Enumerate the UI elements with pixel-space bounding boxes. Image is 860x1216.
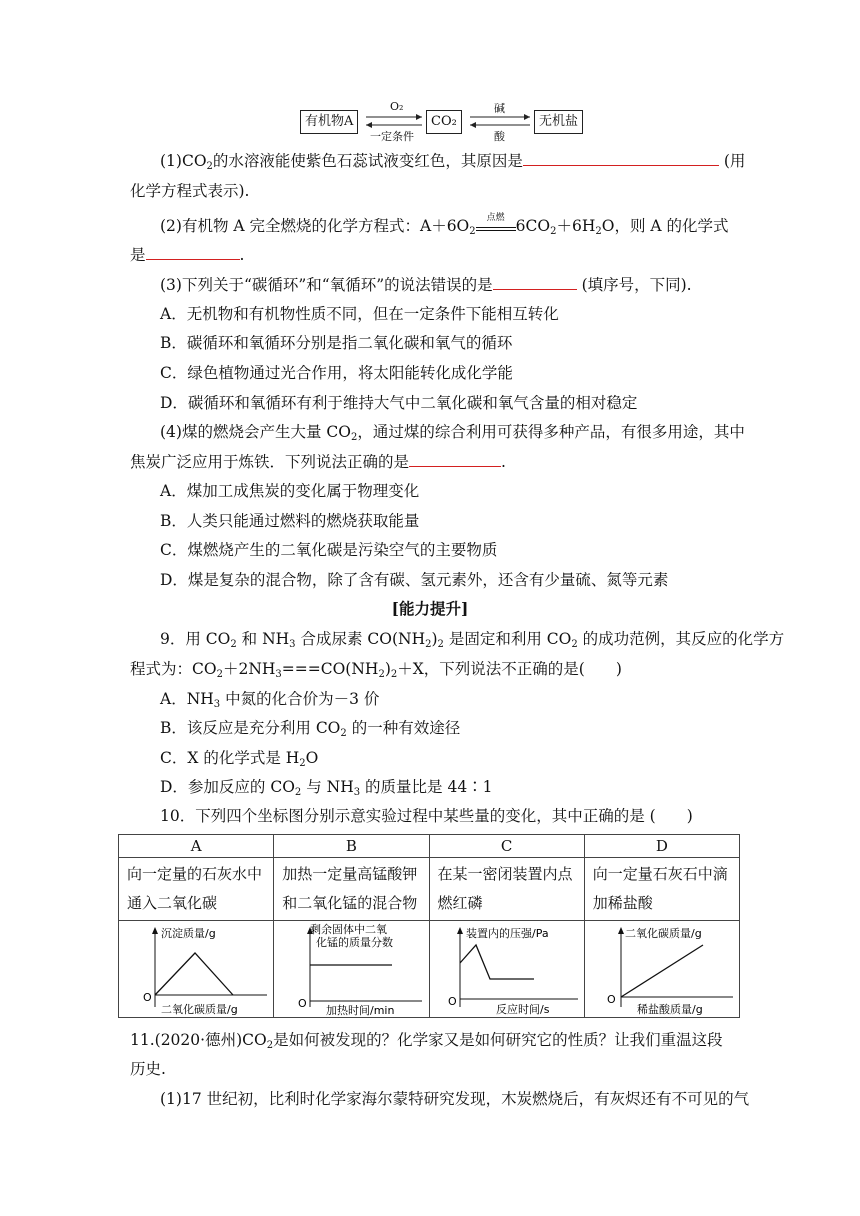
- table-desc-a: 向一定量的石灰水中 通入二氧化碳: [119, 858, 274, 921]
- origin-label: O: [143, 991, 152, 1004]
- q10-stem: 10．下列四个坐标图分别示意实验过程中某些量的变化，其中正确的是 ( ): [160, 807, 693, 825]
- graph-d-cell: [584, 921, 739, 1018]
- graph-c: [430, 921, 584, 1017]
- q11-line1: 11.(2020·德州)$CO_2$是如何被发现的？化学家又是如何研究它的性质？让我们重温这段: [130, 1031, 723, 1051]
- table-header-a: A: [119, 835, 274, 858]
- y-axis-arrow: [618, 927, 624, 934]
- y-axis-arrow: [457, 927, 463, 934]
- q9-option-c: C．X 的化学式是 $H_2O$: [160, 749, 319, 769]
- q11-line3: (1)17 世纪初，比利时化学家海尔蒙特研究发现，木炭燃烧后，有灰烬还有不可见的气: [160, 1090, 750, 1108]
- arrow-label-acid: 酸: [494, 130, 505, 143]
- q8-part3-option: A．无机物和有机物性质不同，但在一定条件下能相互转化: [160, 305, 559, 323]
- section-title: [能力提升]: [391, 599, 469, 618]
- q8-part1-line2: 化学方程式表示).: [130, 182, 250, 200]
- answer-blank[interactable]: [146, 245, 240, 260]
- table-header-c: C: [429, 835, 584, 858]
- origin-label: O: [447, 995, 457, 1008]
- table-header-b: B: [274, 835, 429, 858]
- origin-label: O: [298, 997, 307, 1010]
- y-axis-label: 沉淀质量/g: [161, 927, 216, 940]
- q9-option-d: D．参加反应的 $CO_2$ 与 $NH_3$ 的质量比是 44∶1: [160, 778, 493, 798]
- graph-b-cell: [274, 921, 429, 1018]
- q9-stem-line2: 程式为：$CO_2+2NH_3===CO(NH_2)_2+X$，下列说法不正确的是( ): [130, 660, 622, 680]
- q9-option-a: A．$NH_3$ 中氮的化合价为－3 价: [160, 690, 380, 710]
- organic-a-box: 有机物A: [300, 110, 358, 134]
- arrow-label-o2: O₂: [390, 100, 404, 113]
- curve: [621, 945, 703, 997]
- diagram-arrows: [298, 100, 598, 142]
- origin-label: O: [606, 993, 616, 1006]
- table-desc-c: 在某一密闭装置内点 燃红磷: [429, 858, 584, 921]
- y-axis-arrow: [152, 927, 158, 934]
- table-header-d: D: [584, 835, 739, 858]
- q8-part4-line1: (4)煤的燃烧会产生大量 $CO_2$，通过煤的综合利用可获得多种产品，有很多用途，其中: [160, 423, 745, 443]
- y-axis-label: 装置内的压强/Pa: [465, 927, 549, 940]
- q8-part3-option: C．绿色植物通过光合作用，将太阳能转化成化学能: [160, 364, 513, 382]
- q8-part4-option: A．煤加工成焦炭的变化属于物理变化: [160, 482, 420, 500]
- graph-b: [274, 921, 428, 1017]
- answer-blank[interactable]: [493, 275, 577, 290]
- q8-part3-option: B．碳循环和氧循环分别是指二氧化碳和氧气的循环: [160, 334, 513, 352]
- q10-options-table: [118, 834, 740, 1018]
- graph-d: [585, 921, 739, 1017]
- y-axis-label: 二氧化碳质量/g: [624, 927, 702, 940]
- q8-part3-stem: (3)下列关于“碳循环”和“氧循环”的说法错误的是 (填序号，下同).: [160, 276, 692, 294]
- y-axis-label-line2: 化锰的质量分数: [316, 936, 394, 949]
- co2-box: CO₂: [426, 110, 462, 134]
- q9-option-b: B．该反应是充分利用 $CO_2$ 的一种有效途径: [160, 719, 461, 739]
- carbon-cycle-diagram: [298, 100, 598, 142]
- graph-a-cell: [119, 921, 274, 1018]
- inorganic-salt-box: 无机盐: [534, 110, 583, 134]
- graph-c-cell: [429, 921, 584, 1018]
- graph-a: [119, 921, 273, 1017]
- answer-blank[interactable]: [523, 151, 719, 166]
- q8-part2-line2: 是 .: [130, 246, 245, 264]
- x-axis-label: 加热时间/min: [326, 1004, 395, 1017]
- answer-blank[interactable]: [409, 452, 501, 467]
- q8-part4-option: B．人类只能通过燃料的燃烧获取能量: [160, 512, 420, 530]
- y-axis-label-line1: 剩余固体中二氧: [310, 923, 388, 936]
- q9-stem-line1: 9．用 $CO_2$ 和 $NH_3$ 合成尿素 $CO(NH_2)_2$ 是固定和利用 $CO_2$ 的成功范例，其反应的化学方: [160, 630, 785, 650]
- arrow-label-base: 碱: [494, 102, 505, 115]
- x-axis-label: 反应时间/s: [495, 1003, 549, 1016]
- curve: [155, 953, 233, 995]
- q8-part3-option: D．碳循环和氧循环有利于维持大气中二氧化碳和氧气含量的相对稳定: [160, 394, 638, 412]
- q8-part2-line1: (2)有机物 A 完全燃烧的化学方程式：$A+6O_2$ 点燃 $6CO_2+6H_2O$，则 A 的化学式: [160, 213, 729, 237]
- x-axis-label: 二氧化碳质量/g: [161, 1003, 238, 1016]
- table-desc-d: 向一定量石灰石中滴 加稀盐酸: [584, 858, 739, 921]
- q8-part4-option: C．煤燃烧产生的二氧化碳是污染空气的主要物质: [160, 541, 498, 559]
- q8-part4-option: D．煤是复杂的混合物，除了含有碳、氢元素外，还含有少量硫、氮等元素: [160, 571, 669, 589]
- q8-part1-line1: $(1)CO_2$的水溶液能使紫色石蕊试液变红色，其原因是 (用: [160, 152, 746, 172]
- arrow-label-condition: 一定条件: [370, 130, 414, 143]
- curve: [460, 945, 534, 979]
- table-desc-b: 加热一定量高锰酸钾 和二氧化锰的混合物: [274, 858, 429, 921]
- q8-part4-line2: 焦炭广泛应用于炼铁．下列说法正确的是 .: [130, 453, 506, 471]
- q11-line2: 历史.: [130, 1060, 166, 1078]
- x-axis-label: 稀盐酸质量/g: [636, 1003, 703, 1016]
